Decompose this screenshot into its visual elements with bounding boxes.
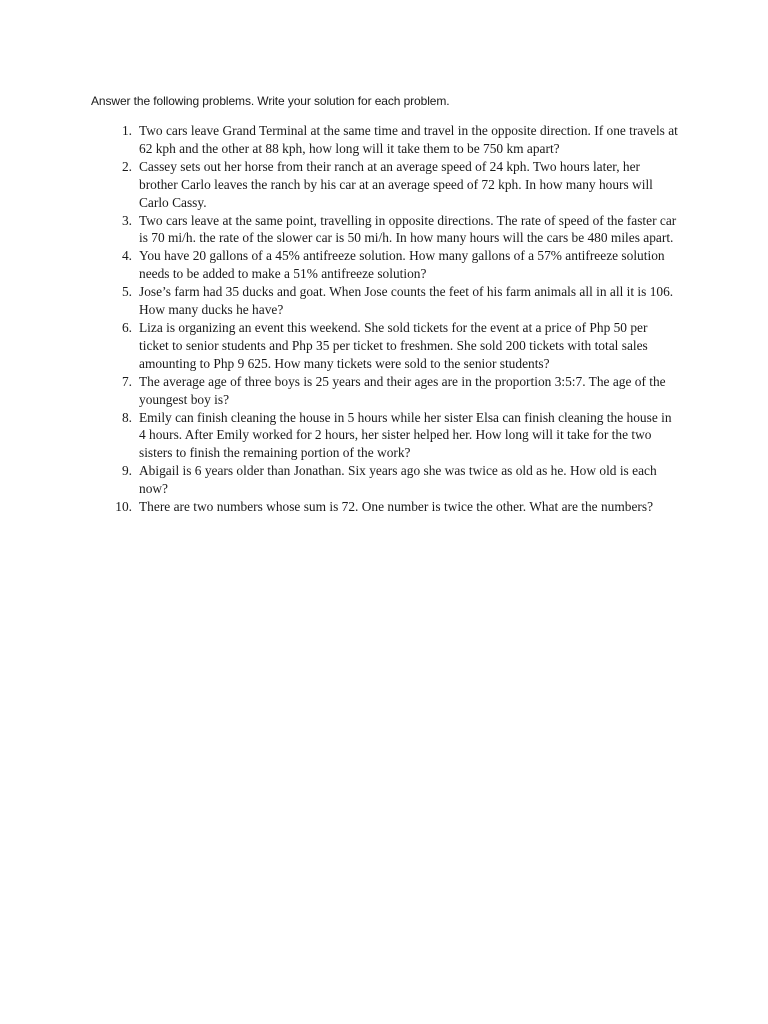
problem-number: 3. [121, 212, 132, 228]
problem-text: Two cars leave Grand Terminal at the same time and travel in the opposite direction. If one travels at 62 kph and the other at 88 kph, how long will it take them to be 750 km apart? [139, 123, 678, 156]
problem-text: Abigail is 6 years older than Jonathan. Six years ago she was twice as old as he. How old is each now? [139, 463, 657, 497]
problem-text: There are two numbers whose sum is 72. One number is twice the other. What are the numbers? [139, 499, 654, 515]
problem-item-10 [108, 498, 678, 516]
problem-number: 4. [121, 248, 132, 264]
problem-number: 9. [121, 463, 132, 479]
problem-text: Cassey sets out her horse from their ranch at an average speed of 24 kph. Two hours later, her brother Carlo leaves the ranch by his car at an average speed of 72 kph. In how many hours will Carlo Cassy. [139, 158, 653, 210]
problem-text: Jose’s farm had 35 ducks and goat. When Jose counts the feet of his farm animals all in all it is 106. How many ducks he have? [139, 284, 674, 318]
problem-number: 6. [121, 319, 132, 335]
problem-list [108, 122, 678, 516]
problem-text: Emily can finish cleaning the house in 5 hours while her sister Elsa can finish cleaning the house in 4 hours. After Emily worked for 2 hours, her sister helped her. How long will it take for the two sisters to finish the remaining portion of the work? [139, 409, 672, 461]
problem-item-9 [108, 462, 678, 498]
problem-text: You have 20 gallons of a 45% antifreeze solution. How many gallons of a 57% antifreeze solution needs to be added to make a 51% antifreeze solution? [139, 248, 665, 282]
problem-number: 10. [115, 499, 132, 515]
problem-item-3 [108, 212, 678, 248]
problem-item-4 [108, 247, 678, 283]
problem-number: 2. [121, 158, 132, 174]
problem-text: The average age of three boys is 25 years and their ages are in the proportion 3:5:7. The age of the youngest boy is? [139, 373, 666, 407]
problem-item-7 [108, 373, 678, 409]
problem-item-5 [108, 283, 678, 319]
problem-number: 1. [121, 123, 132, 138]
problem-item-8 [108, 409, 678, 463]
instructions-heading: Answer the following problems. Write your solution for each problem. [91, 94, 450, 108]
problem-item-2 [108, 158, 678, 212]
problem-number: 8. [121, 409, 132, 425]
problem-item-1 [108, 122, 678, 158]
problem-item-6 [108, 319, 678, 373]
problem-number: 5. [121, 284, 132, 300]
problem-text: Liza is organizing an event this weekend. She sold tickets for the event at a price of Php 50 per ticket to senior students and Php 35 per ticket to freshmen. She sold 200 tickets with total sales amounting to Php 9 625. How many tickets were sold to the senior students? [139, 319, 648, 371]
problem-number: 7. [121, 373, 132, 389]
problem-text: Two cars leave at the same point, travelling in opposite directions. The rate of speed of the faster car is 70 mi/h. the rate of the slower car is 50 mi/h. In how many hours will the cars be 480 miles apart. [139, 212, 677, 246]
